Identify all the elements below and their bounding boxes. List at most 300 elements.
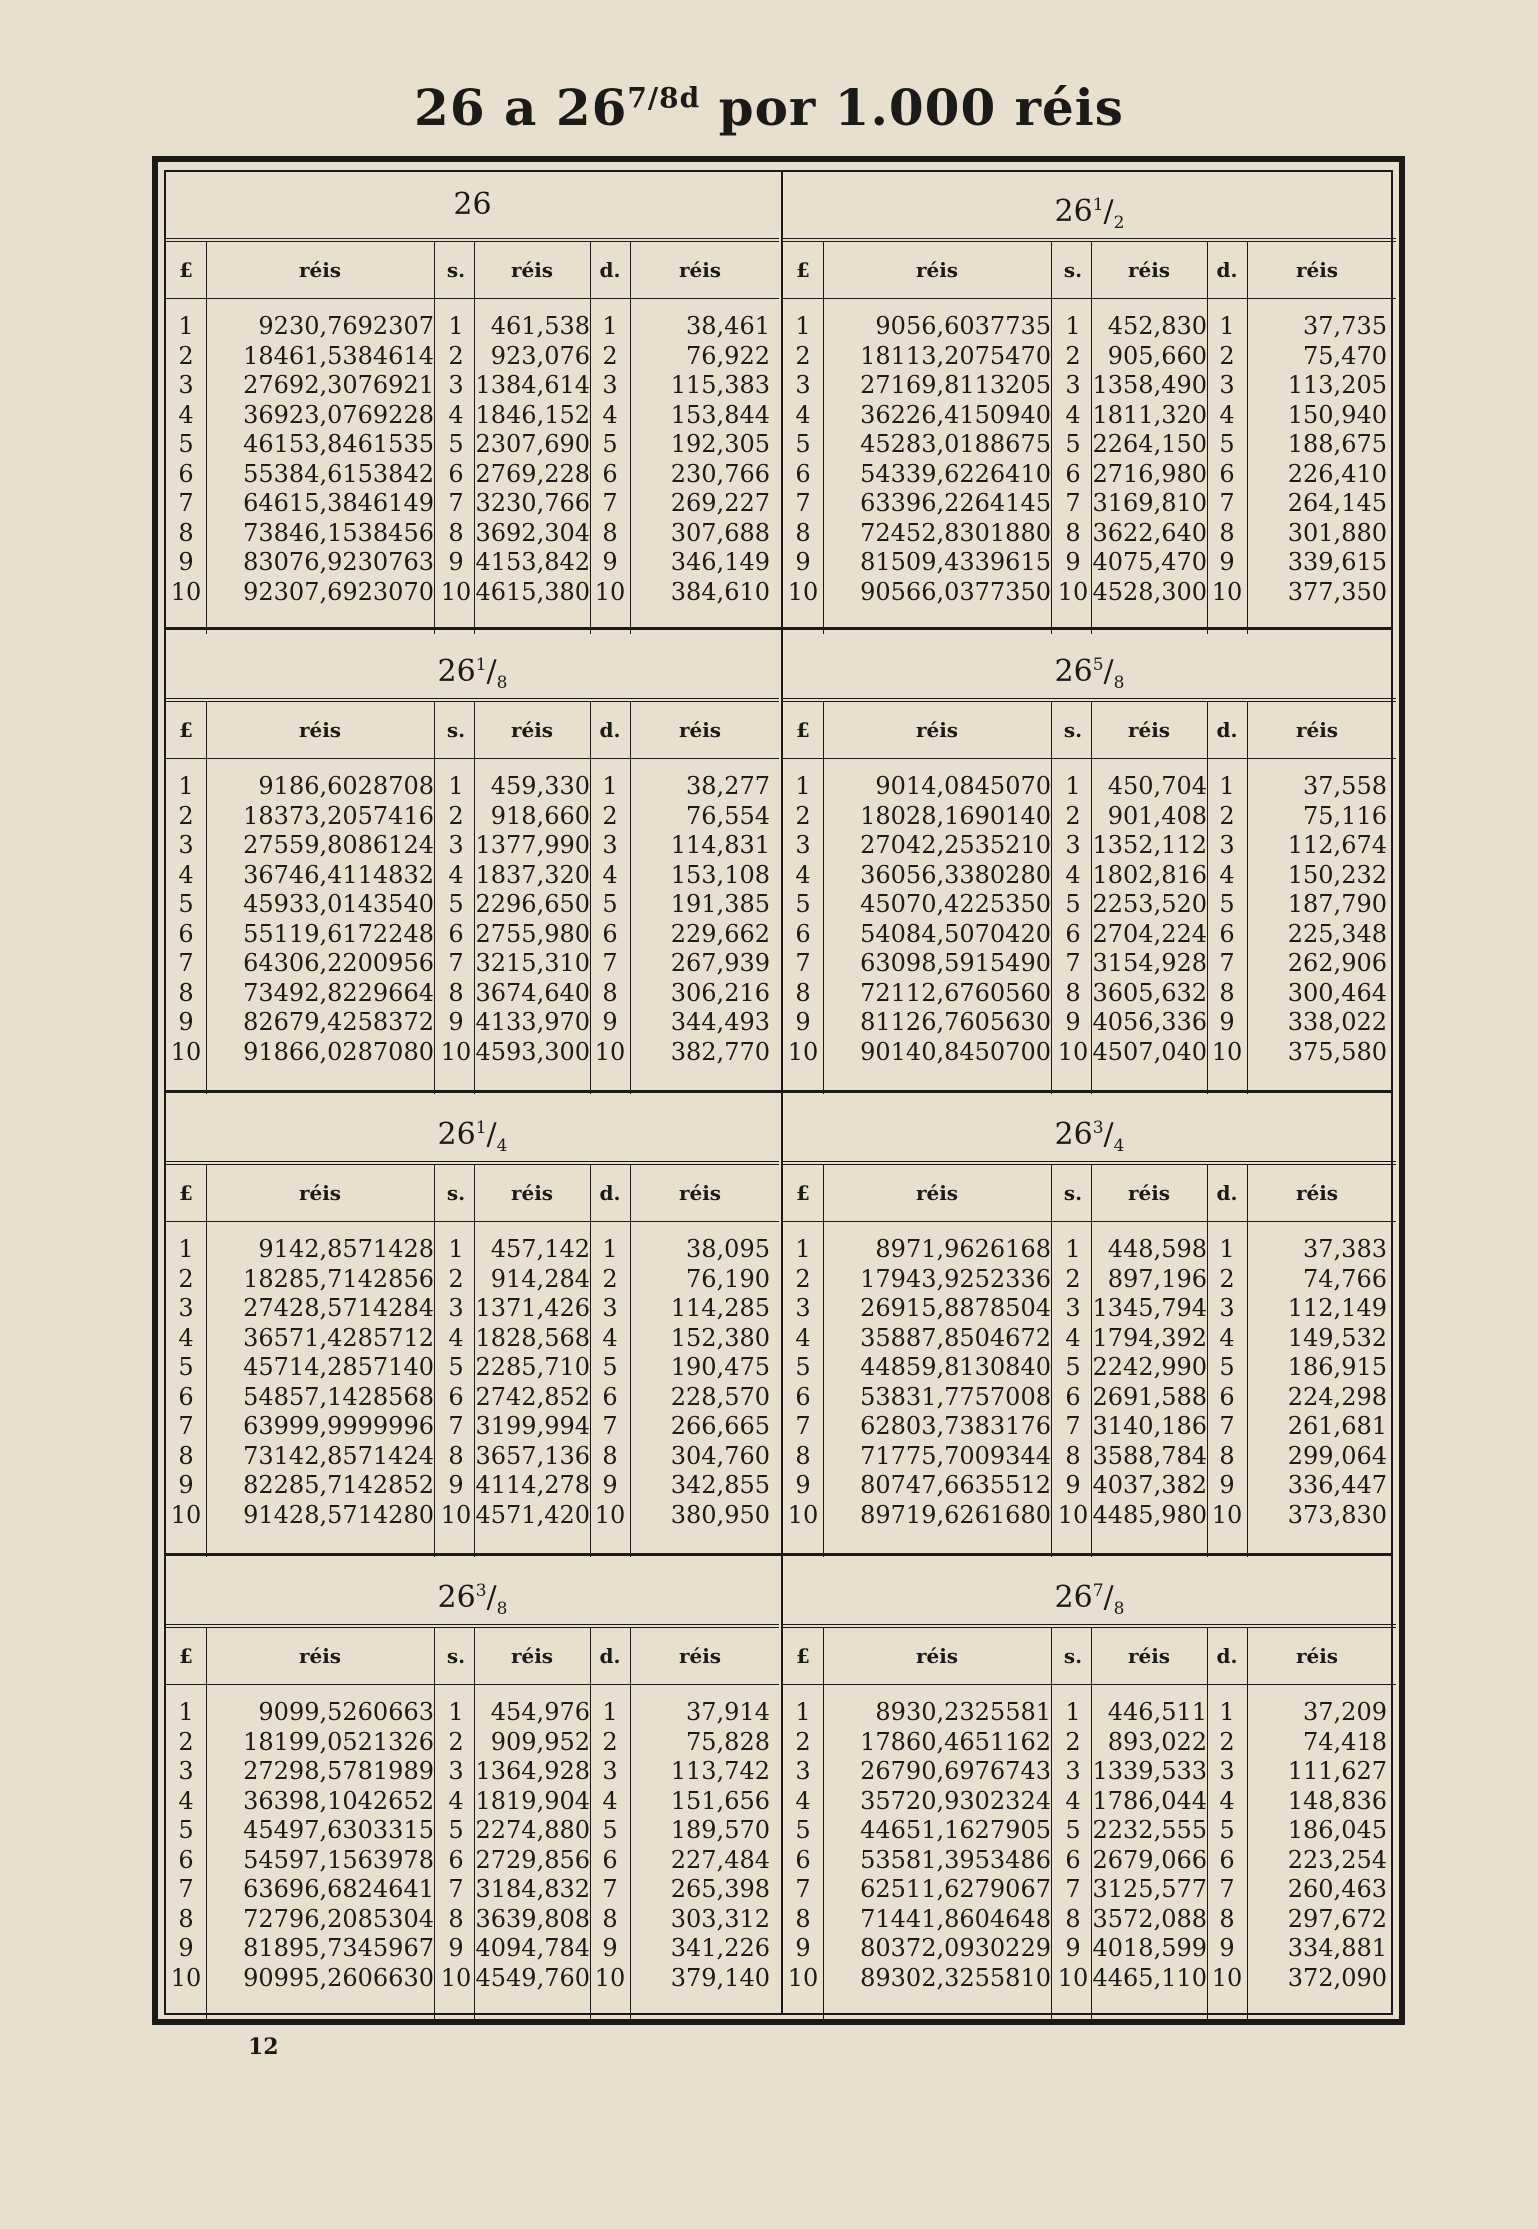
table-row bbox=[783, 890, 1396, 920]
pence-count: 5 bbox=[1219, 1816, 1235, 1844]
pound-reis: 73142,8571424 bbox=[243, 1441, 434, 1470]
pence-reis: 344,493 bbox=[670, 1008, 770, 1036]
column-headers bbox=[783, 242, 1396, 299]
pence-count: 8 bbox=[602, 1904, 618, 1933]
shilling-reis: 4094,784 bbox=[475, 1934, 590, 1962]
table-row bbox=[783, 1008, 1396, 1038]
shilling-reis: 2232,555 bbox=[1092, 1816, 1207, 1844]
shilling-reis: 1377,990 bbox=[475, 831, 590, 859]
pound-count: 9 bbox=[178, 1934, 194, 1962]
shilling-reis: 3622,640 bbox=[1092, 518, 1207, 547]
block-rate-fraction: $^1/_8$ bbox=[475, 654, 508, 693]
shilling-reis: 901,408 bbox=[1107, 801, 1207, 830]
shilling-count: 4 bbox=[1065, 860, 1081, 889]
shilling-count: 7 bbox=[1065, 1412, 1081, 1440]
shilling-reis: 3605,632 bbox=[1092, 978, 1207, 1007]
pence-count: 2 bbox=[1219, 1264, 1235, 1293]
pence-reis: 224,298 bbox=[1287, 1382, 1387, 1411]
pound-reis: 35887,8504672 bbox=[860, 1323, 1051, 1352]
pound-count: 7 bbox=[178, 949, 194, 977]
pound-reis: 55384,6153842 bbox=[243, 459, 434, 488]
shilling-count: 1 bbox=[1065, 1698, 1081, 1726]
shilling-reis: 1786,044 bbox=[1092, 1786, 1207, 1815]
table-row bbox=[783, 460, 1396, 490]
shilling-reis: 4528,300 bbox=[1092, 577, 1207, 606]
rate-block bbox=[783, 1558, 1396, 2020]
shilling-count: 9 bbox=[448, 1008, 464, 1036]
pound-reis: 64615,3846149 bbox=[243, 489, 434, 517]
shilling-count: 1 bbox=[448, 1698, 464, 1726]
table-row bbox=[166, 1875, 779, 1905]
pence-count: 3 bbox=[602, 1294, 618, 1322]
pence-count: 2 bbox=[602, 1264, 618, 1293]
block-rate-fraction: $^3/_4$ bbox=[1092, 1117, 1125, 1156]
pence-count: 1 bbox=[1219, 312, 1235, 340]
pence-count: 5 bbox=[1219, 1353, 1235, 1381]
pence-reis: 346,149 bbox=[670, 548, 770, 576]
pence-count: 10 bbox=[1211, 1037, 1243, 1066]
pound-reis: 91866,0287080 bbox=[243, 1037, 434, 1066]
pence-reis: 186,915 bbox=[1287, 1353, 1387, 1381]
pound-reis: 90140,8450700 bbox=[860, 1037, 1051, 1066]
shilling-count: 5 bbox=[1065, 1816, 1081, 1844]
shilling-reis: 3184,832 bbox=[475, 1875, 590, 1903]
pound-reis: 90995,2606630 bbox=[243, 1963, 434, 1992]
shilling-count: 4 bbox=[448, 1786, 464, 1815]
table-row bbox=[166, 1294, 779, 1324]
pence-count: 2 bbox=[1219, 1727, 1235, 1756]
rate-block bbox=[166, 1558, 779, 2020]
table-row bbox=[783, 1294, 1396, 1324]
pence-count: 9 bbox=[1219, 1934, 1235, 1962]
table-row bbox=[166, 578, 779, 608]
pence-count: 2 bbox=[602, 801, 618, 830]
shilling-count: 1 bbox=[1065, 312, 1081, 340]
table-row bbox=[783, 489, 1396, 519]
pound-reis: 82285,7142852 bbox=[243, 1471, 434, 1499]
pound-count: 3 bbox=[795, 1294, 811, 1322]
pound-count: 10 bbox=[170, 1500, 202, 1529]
table-row bbox=[783, 1728, 1396, 1758]
table-row bbox=[783, 1235, 1396, 1265]
pound-reis: 72452,8301880 bbox=[860, 518, 1051, 547]
column-headers bbox=[166, 1628, 779, 1685]
pound-count: 5 bbox=[795, 430, 811, 458]
pound-reis: 62511,6279067 bbox=[860, 1875, 1051, 1903]
pound-reis: 35720,9302324 bbox=[860, 1786, 1051, 1815]
table-row bbox=[166, 1008, 779, 1038]
table-row bbox=[783, 1875, 1396, 1905]
table-row bbox=[783, 401, 1396, 431]
table-row bbox=[783, 1038, 1396, 1068]
pence-count: 7 bbox=[1219, 1412, 1235, 1440]
shilling-header: s. bbox=[1063, 718, 1083, 742]
pence-count: 2 bbox=[602, 341, 618, 370]
pence-reis: 375,580 bbox=[1287, 1037, 1387, 1066]
pound-count: 1 bbox=[178, 1235, 194, 1263]
shilling-reis: 2264,150 bbox=[1092, 430, 1207, 458]
pence-header: d. bbox=[1216, 258, 1238, 282]
pence-reis: 299,064 bbox=[1287, 1441, 1387, 1470]
pound-count: 2 bbox=[795, 341, 811, 370]
shilling-header: s. bbox=[1063, 258, 1083, 282]
shilling-count: 9 bbox=[448, 1934, 464, 1962]
pound-count: 1 bbox=[178, 312, 194, 340]
pound-reis: 18199,0521326 bbox=[243, 1727, 434, 1756]
pound-reis: 82679,4258372 bbox=[243, 1008, 434, 1036]
block-rate: 26 bbox=[1054, 194, 1093, 229]
pound-reis: 54339,6226410 bbox=[860, 459, 1051, 488]
table-row bbox=[166, 1728, 779, 1758]
pound-count: 6 bbox=[178, 919, 194, 948]
pound-reis: 9099,5260663 bbox=[258, 1698, 434, 1726]
shilling-count: 6 bbox=[1065, 919, 1081, 948]
pound-reis: 62803,7383176 bbox=[860, 1412, 1051, 1440]
shilling-reis: 4114,278 bbox=[475, 1471, 590, 1499]
table-row bbox=[166, 1383, 779, 1413]
pence-reis: 74,766 bbox=[1303, 1264, 1387, 1293]
shilling-reis: 2242,990 bbox=[1092, 1353, 1207, 1381]
pound-count: 5 bbox=[795, 1816, 811, 1844]
shilling-count: 7 bbox=[448, 1875, 464, 1903]
pound-reis: 81509,4339615 bbox=[860, 548, 1051, 576]
shilling-reis: 1339,533 bbox=[1092, 1757, 1207, 1785]
shilling-count: 3 bbox=[448, 371, 464, 399]
pound-count: 6 bbox=[795, 1382, 811, 1411]
pence-reis: 260,463 bbox=[1287, 1875, 1387, 1903]
shilling-reis: 1846,152 bbox=[475, 400, 590, 429]
pound-reis: 73492,8229664 bbox=[243, 978, 434, 1007]
pound-count: 2 bbox=[795, 1727, 811, 1756]
pence-count: 8 bbox=[1219, 978, 1235, 1007]
pence-count: 9 bbox=[1219, 548, 1235, 576]
shilling-count: 7 bbox=[448, 489, 464, 517]
block-heading bbox=[783, 172, 1396, 242]
shilling-count: 3 bbox=[1065, 1294, 1081, 1322]
pence-reis: 114,285 bbox=[670, 1294, 770, 1322]
shilling-reis: 3692,304 bbox=[475, 518, 590, 547]
table-row bbox=[166, 949, 779, 979]
pence-reis: 261,681 bbox=[1287, 1412, 1387, 1440]
pound-count: 2 bbox=[795, 801, 811, 830]
pence-reis: 153,844 bbox=[670, 400, 770, 429]
pence-reis: 373,830 bbox=[1287, 1500, 1387, 1529]
shilling-count: 1 bbox=[448, 772, 464, 800]
pence-count: 10 bbox=[1211, 1963, 1243, 1992]
shilling-reis: 3215,310 bbox=[475, 949, 590, 977]
pence-count: 1 bbox=[602, 772, 618, 800]
pound-reis: 83076,9230763 bbox=[243, 548, 434, 576]
pound-reis: 45283,0188675 bbox=[860, 430, 1051, 458]
pound-reis: 92307,6923070 bbox=[243, 577, 434, 606]
pound-count: 10 bbox=[787, 1037, 819, 1066]
pound-reis: 53831,7757008 bbox=[860, 1382, 1051, 1411]
pence-count: 4 bbox=[1219, 1786, 1235, 1815]
pound-count: 4 bbox=[178, 400, 194, 429]
pound-reis: 45933,0143540 bbox=[243, 890, 434, 918]
pence-reis: 303,312 bbox=[670, 1904, 770, 1933]
shilling-reis: 3588,784 bbox=[1092, 1441, 1207, 1470]
pence-reis: 334,881 bbox=[1287, 1934, 1387, 1962]
pound-header: £ bbox=[179, 258, 193, 282]
pence-reis: 192,305 bbox=[670, 430, 770, 458]
pence-count: 9 bbox=[602, 1934, 618, 1962]
pence-count: 4 bbox=[602, 860, 618, 889]
pence-count: 4 bbox=[1219, 400, 1235, 429]
shilling-reis: 4153,842 bbox=[475, 548, 590, 576]
pound-header: £ bbox=[179, 718, 193, 742]
shilling-count: 8 bbox=[448, 518, 464, 547]
pound-count: 4 bbox=[795, 1786, 811, 1815]
pound-reis: 17860,4651162 bbox=[860, 1727, 1051, 1756]
table-row bbox=[166, 1324, 779, 1354]
pence-count: 1 bbox=[1219, 1698, 1235, 1726]
pound-count: 7 bbox=[795, 1875, 811, 1903]
shilling-reis: 905,660 bbox=[1107, 341, 1207, 370]
shilling-reis: 4465,110 bbox=[1092, 1963, 1207, 1992]
table-row bbox=[166, 1905, 779, 1935]
block-rate-fraction: $^1/_2$ bbox=[1092, 194, 1125, 233]
pence-header: d. bbox=[1216, 1644, 1238, 1668]
pence-reis: 223,254 bbox=[1287, 1845, 1387, 1874]
pound-reis: 80747,6635512 bbox=[860, 1471, 1051, 1499]
pound-count: 1 bbox=[795, 1698, 811, 1726]
shilling-count: 2 bbox=[448, 341, 464, 370]
pence-count: 3 bbox=[602, 1757, 618, 1785]
shilling-reis: 1358,490 bbox=[1092, 371, 1207, 399]
table-row bbox=[166, 548, 779, 578]
pound-header: £ bbox=[179, 1644, 193, 1668]
pound-reis: 26790,6976743 bbox=[860, 1757, 1051, 1785]
pound-count: 7 bbox=[795, 1412, 811, 1440]
pound-count: 2 bbox=[795, 1264, 811, 1293]
rate-block bbox=[783, 172, 1396, 634]
pound-count: 8 bbox=[795, 1441, 811, 1470]
pound-count: 8 bbox=[795, 978, 811, 1007]
pence-reis: 382,770 bbox=[670, 1037, 770, 1066]
shilling-count: 3 bbox=[1065, 831, 1081, 859]
pound-reis: 45497,6303315 bbox=[243, 1816, 434, 1844]
table-row bbox=[166, 401, 779, 431]
shilling-count: 3 bbox=[448, 831, 464, 859]
pound-reis: 8971,9626168 bbox=[875, 1235, 1051, 1263]
table-row bbox=[783, 1757, 1396, 1787]
pound-reis: 64306,2200956 bbox=[243, 949, 434, 977]
shilling-reis: 3674,640 bbox=[475, 978, 590, 1007]
shilling-count: 3 bbox=[448, 1294, 464, 1322]
pence-count: 1 bbox=[602, 1235, 618, 1263]
pence-reis: 269,227 bbox=[670, 489, 770, 517]
table-row bbox=[166, 1353, 779, 1383]
pound-reis: 54084,5070420 bbox=[860, 919, 1051, 948]
shilling-count: 5 bbox=[448, 430, 464, 458]
shilling-reis: 452,830 bbox=[1107, 312, 1207, 340]
pence-reis: 37,209 bbox=[1303, 1698, 1387, 1726]
pound-reis: 89719,6261680 bbox=[860, 1500, 1051, 1529]
shilling-reis: 897,196 bbox=[1107, 1264, 1207, 1293]
pound-count: 7 bbox=[178, 489, 194, 517]
pound-reis: 44859,8130840 bbox=[860, 1353, 1051, 1381]
shilling-reis: 914,284 bbox=[490, 1264, 590, 1293]
pence-count: 7 bbox=[602, 1412, 618, 1440]
pence-count: 8 bbox=[1219, 518, 1235, 547]
pence-header: d. bbox=[1216, 1181, 1238, 1205]
pound-reis: 18028,1690140 bbox=[860, 801, 1051, 830]
pence-count: 5 bbox=[602, 1816, 618, 1844]
pound-count: 1 bbox=[178, 772, 194, 800]
table-row bbox=[783, 1324, 1396, 1354]
pence-count: 7 bbox=[1219, 489, 1235, 517]
table-row bbox=[166, 890, 779, 920]
shilling-count: 6 bbox=[1065, 1382, 1081, 1411]
pound-count: 2 bbox=[178, 1727, 194, 1756]
shilling-reis: 446,511 bbox=[1107, 1698, 1207, 1726]
block-rows bbox=[166, 1698, 779, 1993]
reis-header: réis bbox=[915, 258, 959, 282]
pence-count: 10 bbox=[594, 1037, 626, 1066]
pound-count: 5 bbox=[178, 1816, 194, 1844]
shilling-reis: 4018,599 bbox=[1092, 1934, 1207, 1962]
table-row bbox=[783, 802, 1396, 832]
pound-header: £ bbox=[796, 1181, 810, 1205]
shilling-count: 4 bbox=[1065, 1323, 1081, 1352]
shilling-reis: 1828,568 bbox=[475, 1323, 590, 1352]
pence-reis: 76,190 bbox=[686, 1264, 770, 1293]
rate-block bbox=[166, 632, 779, 1094]
table-row bbox=[166, 1934, 779, 1964]
shilling-reis: 450,704 bbox=[1107, 772, 1207, 800]
shilling-reis: 923,076 bbox=[490, 341, 590, 370]
pound-reis: 9230,7692307 bbox=[258, 312, 434, 340]
table-row bbox=[166, 979, 779, 1009]
pound-reis: 45714,2857140 bbox=[243, 1353, 434, 1381]
shilling-reis: 2296,650 bbox=[475, 890, 590, 918]
shilling-count: 6 bbox=[448, 459, 464, 488]
pence-reis: 37,735 bbox=[1303, 312, 1387, 340]
reis-header: réis bbox=[298, 1181, 342, 1205]
block-rate-fraction: $^7/_8$ bbox=[1092, 1580, 1125, 1619]
pence-header: d. bbox=[1216, 718, 1238, 742]
shilling-reis: 1364,928 bbox=[475, 1757, 590, 1785]
pence-reis: 226,410 bbox=[1287, 459, 1387, 488]
shilling-count: 7 bbox=[1065, 949, 1081, 977]
pence-header: d. bbox=[599, 1644, 621, 1668]
pence-reis: 38,095 bbox=[686, 1235, 770, 1263]
pound-count: 10 bbox=[170, 577, 202, 606]
shilling-count: 1 bbox=[1065, 772, 1081, 800]
table-row bbox=[783, 1964, 1396, 1994]
column-headers bbox=[166, 242, 779, 299]
shilling-reis: 2307,690 bbox=[475, 430, 590, 458]
table-row bbox=[783, 1412, 1396, 1442]
pound-count: 9 bbox=[178, 548, 194, 576]
pence-reis: 112,674 bbox=[1287, 831, 1387, 859]
table-row bbox=[783, 1787, 1396, 1817]
pence-count: 9 bbox=[602, 1008, 618, 1036]
table-row bbox=[783, 1905, 1396, 1935]
block-rows bbox=[166, 312, 779, 607]
pence-reis: 229,662 bbox=[670, 919, 770, 948]
table-row bbox=[166, 1501, 779, 1531]
shilling-count: 10 bbox=[1057, 1037, 1089, 1066]
pound-header: £ bbox=[796, 718, 810, 742]
pound-count: 5 bbox=[795, 1353, 811, 1381]
pound-reis: 63396,2264145 bbox=[860, 489, 1051, 517]
pence-reis: 377,350 bbox=[1287, 577, 1387, 606]
table-row bbox=[166, 1816, 779, 1846]
pence-count: 3 bbox=[1219, 371, 1235, 399]
shilling-reis: 2729,856 bbox=[475, 1845, 590, 1874]
pence-reis: 384,610 bbox=[670, 577, 770, 606]
shilling-reis: 4593,300 bbox=[475, 1037, 590, 1066]
table-row bbox=[783, 1265, 1396, 1295]
pound-count: 1 bbox=[795, 1235, 811, 1263]
table-row bbox=[166, 1265, 779, 1295]
pence-reis: 191,385 bbox=[670, 890, 770, 918]
pound-count: 3 bbox=[795, 1757, 811, 1785]
pound-count: 3 bbox=[178, 1294, 194, 1322]
table-row bbox=[783, 430, 1396, 460]
shilling-count: 4 bbox=[448, 400, 464, 429]
pound-header: £ bbox=[796, 1644, 810, 1668]
pence-reis: 189,570 bbox=[670, 1816, 770, 1844]
block-rows bbox=[166, 1235, 779, 1530]
pence-count: 3 bbox=[602, 831, 618, 859]
pence-count: 5 bbox=[1219, 890, 1235, 918]
pence-count: 2 bbox=[602, 1727, 618, 1756]
shilling-count: 4 bbox=[1065, 400, 1081, 429]
reis-header: réis bbox=[298, 1644, 342, 1668]
shilling-reis: 3230,766 bbox=[475, 489, 590, 517]
shilling-count: 1 bbox=[448, 312, 464, 340]
pence-count: 4 bbox=[1219, 1323, 1235, 1352]
table-row bbox=[783, 548, 1396, 578]
reis-header: réis bbox=[1127, 1644, 1171, 1668]
pound-reis: 18461,5384614 bbox=[243, 341, 434, 370]
block-heading bbox=[783, 632, 1396, 702]
shilling-count: 8 bbox=[448, 1441, 464, 1470]
block-heading bbox=[166, 172, 779, 242]
pound-count: 9 bbox=[178, 1471, 194, 1499]
shilling-count: 3 bbox=[448, 1757, 464, 1785]
pence-count: 9 bbox=[602, 1471, 618, 1499]
pence-count: 8 bbox=[602, 518, 618, 547]
pence-reis: 37,914 bbox=[686, 1698, 770, 1726]
column-headers bbox=[166, 1165, 779, 1222]
table-row bbox=[783, 1934, 1396, 1964]
pound-count: 10 bbox=[787, 577, 819, 606]
title-sup: d bbox=[679, 81, 701, 115]
shilling-count: 5 bbox=[1065, 430, 1081, 458]
pence-count: 8 bbox=[602, 1441, 618, 1470]
pound-count: 1 bbox=[178, 1698, 194, 1726]
table-row bbox=[166, 1846, 779, 1876]
pence-reis: 148,836 bbox=[1287, 1786, 1387, 1815]
table-row bbox=[166, 1412, 779, 1442]
pound-count: 8 bbox=[795, 518, 811, 547]
pence-count: 6 bbox=[602, 459, 618, 488]
pence-reis: 38,461 bbox=[686, 312, 770, 340]
shilling-reis: 1384,614 bbox=[475, 371, 590, 399]
block-heading bbox=[783, 1558, 1396, 1628]
table-row bbox=[783, 519, 1396, 549]
pence-reis: 76,554 bbox=[686, 801, 770, 830]
block-rows bbox=[783, 1698, 1396, 1993]
pound-reis: 72112,6760560 bbox=[860, 978, 1051, 1007]
pence-count: 7 bbox=[602, 489, 618, 517]
block-rate: 26 bbox=[1054, 1117, 1093, 1152]
pence-header: d. bbox=[599, 718, 621, 742]
